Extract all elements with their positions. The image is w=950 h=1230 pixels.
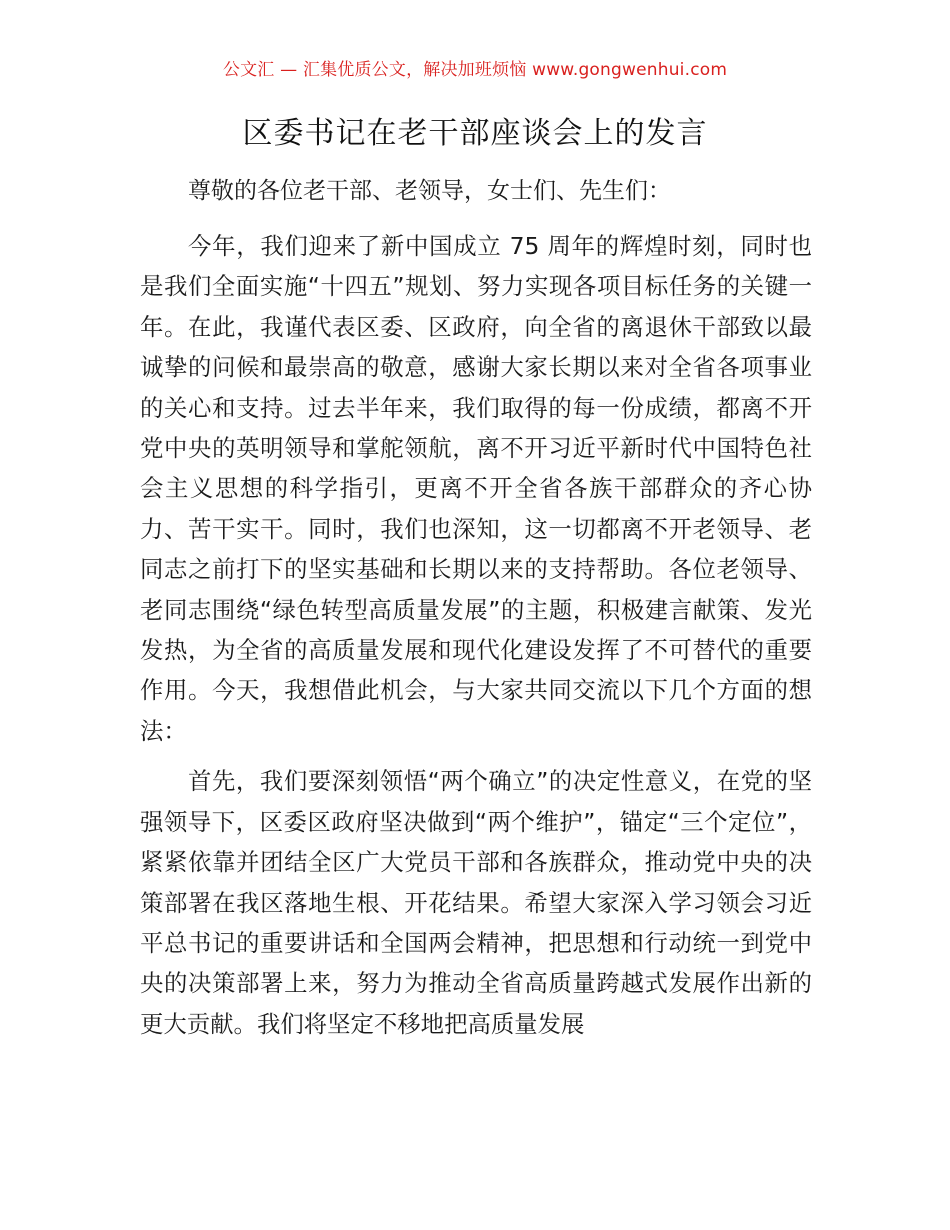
document-body <box>140 172 812 1054</box>
body-paragraph: 今年，我们迎来了新中国成立 75 周年的辉煌时刻，同时也是我们全面实施“十四五”规划、努力实现各项目标任务的关键一年。在此，我谨代表区委、区政府，向全省的离退休干部致以最诚挚的问候和最崇高的敬意，感谢大家长期以来对全省各项事业的关心和支持。过去半年来，我们取得的每一份成绩，都离不开党中央的英明领导和掌舵领航，离不开习近平新时代中国特色社会主义思想的科学指引，更离不开全省各族干部群众的齐心协力、苦干实干。同时，我们也深知，这一切都离不开老领导、老同志之前打下的坚实基础和长期以来的支持帮助。各位老领导、老同志围绕“绿色转型高质量发展”的主题，积极建言献策、发光发热，为全省的高质量发展和现代化建设发挥了不可替代的重要作用。今天，我想借此机会，与大家共同交流以下几个方面的想法： <box>140 232 812 745</box>
salutation: 尊敬的各位老干部、老领导，女士们、先生们： <box>188 178 671 204</box>
body-paragraph: 首先，我们要深刻领悟“两个确立”的决定性意义，在党的坚强领导下，区委区政府坚决做到“两个维护”，锚定“三个定位”，紧紧依靠并团结全区广大党员干部和各族群众，推动党中央的决策部署在我区落地生根、开花结果。希望大家深入学习领会习近平总书记的重要讲话和全国两会精神，把思想和行动统一到党中央的决策部署上来，努力为推动全省高质量跨越式发展作出新的更大贡献。我们将坚定不移地把高质量发展 <box>140 767 812 1038</box>
document-title: 区委书记在老干部座谈会上的发言 <box>242 116 708 151</box>
site-banner: 公文汇 — 汇集优质公文，解决加班烦恼 www.gongwenhui.com <box>222 60 728 80</box>
